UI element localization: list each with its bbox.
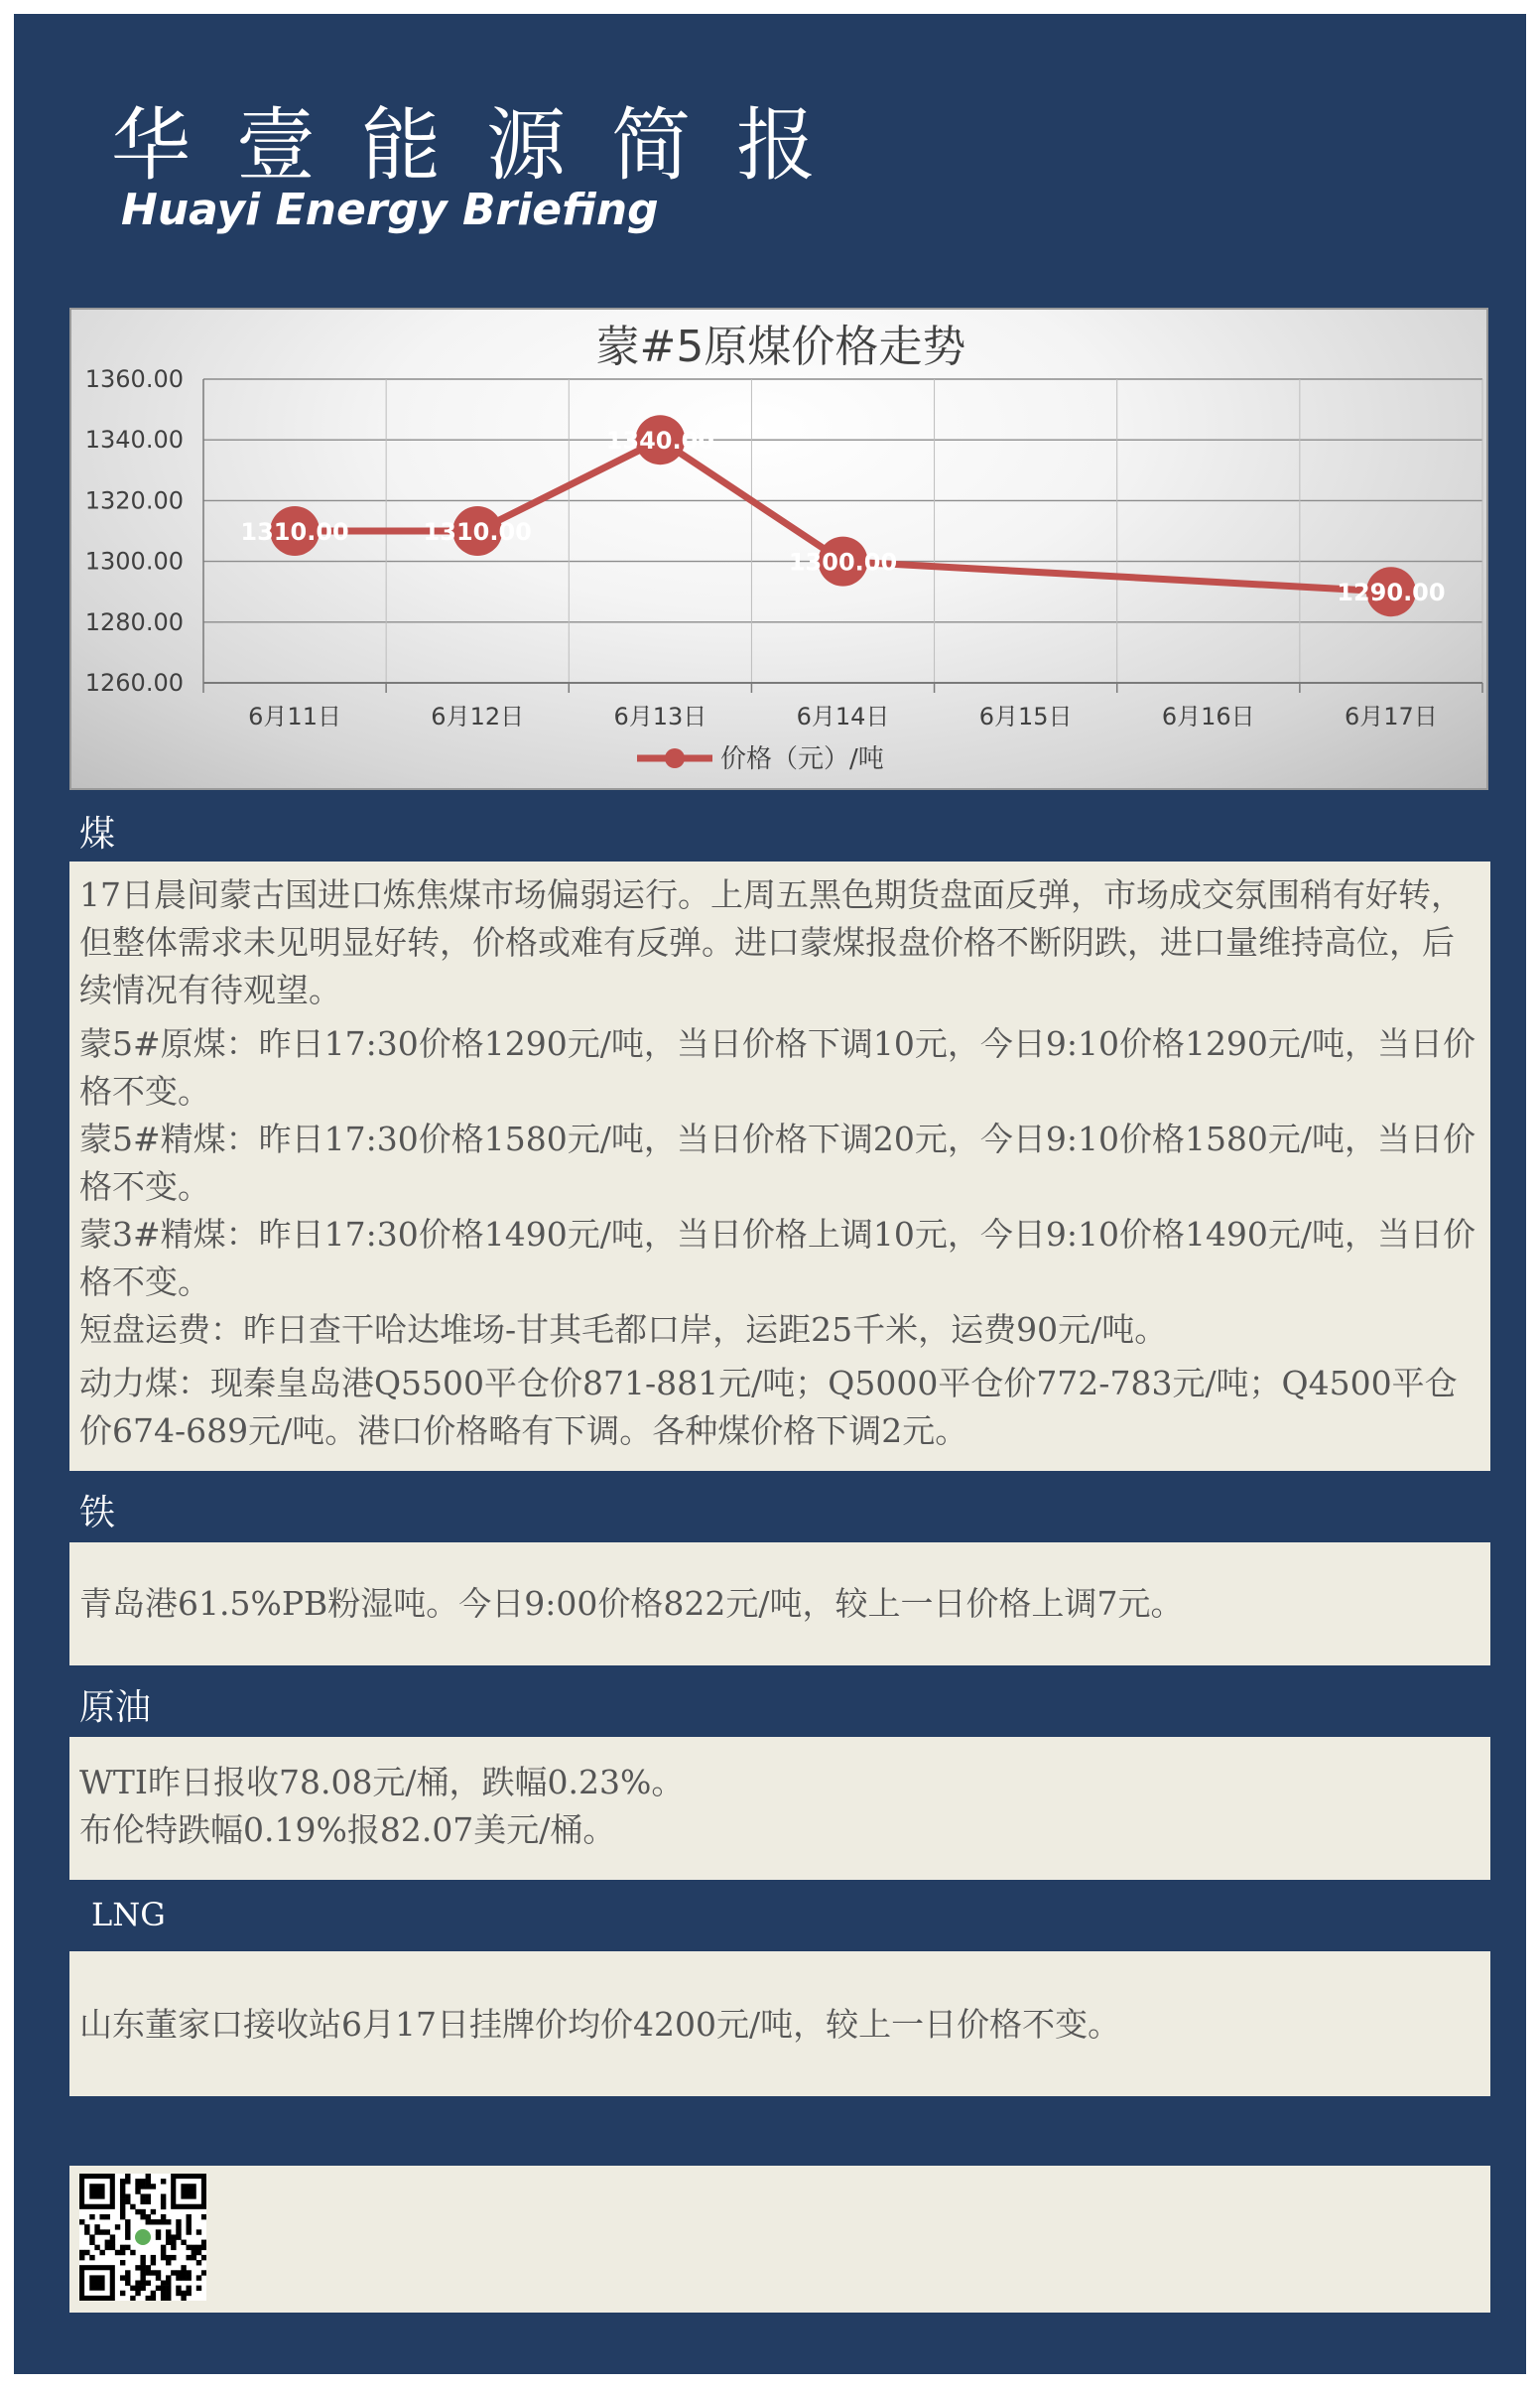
- coal-panel: [69, 862, 1490, 1471]
- qr-code[interactable]: [79, 2174, 206, 2301]
- section-label-iron: 铁: [79, 1493, 116, 1533]
- lng-panel: [69, 1951, 1490, 2096]
- page-subtitle: Huayi Energy Briefing: [121, 185, 659, 235]
- x-tick-label: 6月15日: [978, 703, 1073, 730]
- section-label-lng: LNG: [91, 1896, 166, 1933]
- y-tick-label: 1360.00: [84, 365, 184, 393]
- oil-line: WTI昨日报收78.08元/桶，跌幅0.23%。: [79, 1763, 685, 1801]
- x-tick-label: 6月11日: [248, 703, 341, 730]
- chart-title: 蒙#5原煤价格走势: [595, 322, 966, 372]
- data-label: 1310.00: [423, 518, 532, 546]
- coal-paragraph: 短盘运费：昨日查干哈达堆场-甘其毛都口岸，运距25千米，运费90元/吨。: [79, 1310, 1168, 1349]
- y-tick-label: 1300.00: [84, 547, 184, 576]
- x-tick-label: 6月17日: [1345, 703, 1438, 730]
- oil-line: 布伦特跌幅0.19%报82.07美元/桶。: [79, 1810, 616, 1849]
- y-tick-label: 1320.00: [84, 486, 184, 515]
- price-chart: [69, 308, 1488, 790]
- coal-paragraph: 动力煤：现秦皇岛港Q5500平仓价871-881元/吨；Q5000平仓价772-783元/吨；Q4500平仓价674-689元/吨。港口价格略有下调。各种煤价格下调2元。: [79, 1364, 1458, 1450]
- section-label-oil: 原油: [79, 1687, 152, 1728]
- data-label: 1290.00: [1337, 579, 1446, 607]
- y-tick-label: 1260.00: [84, 669, 184, 697]
- price-chart-svg: [71, 310, 1490, 792]
- footer-panel: [69, 2166, 1490, 2313]
- x-tick-label: 6月12日: [431, 703, 525, 730]
- data-label: 1300.00: [788, 548, 898, 577]
- x-tick-label: 6月16日: [1161, 703, 1255, 730]
- section-label-coal: 煤: [79, 814, 116, 855]
- oil-panel: [69, 1737, 1490, 1880]
- legend-marker: [665, 748, 685, 768]
- data-label: 1340.00: [605, 427, 715, 456]
- coal-paragraph: 蒙5#原煤：昨日17:30价格1290元/吨，当日价格下调10元，今日9:10价格1290元/吨，当日价格不变。: [79, 1024, 1476, 1111]
- coal-paragraph: 蒙3#精煤：昨日17:30价格1490元/吨，当日价格上调10元，今日9:10价格1490元/吨，当日价格不变。: [79, 1215, 1476, 1301]
- coal-paragraph: 17日晨间蒙古国进口炼焦煤市场偏弱运行。上周五黑色期货盘面反弹，市场成交氛围稍有好转，但整体需求未见明显好转，价格或难有反弹。进口蒙煤报盘价格不断阴跌，进口量维持高位，后续情况有待观望。: [79, 875, 1464, 1009]
- data-label: 1310.00: [240, 518, 349, 546]
- iron-text: 青岛港61.5%PB粉湿吨。今日9:00价格822元/吨，较上一日价格上调7元。: [79, 1584, 1184, 1623]
- y-tick-label: 1340.00: [84, 426, 184, 455]
- x-tick-label: 6月13日: [613, 703, 707, 730]
- x-tick-label: 6月14日: [796, 703, 890, 730]
- coal-paragraph: 蒙5#精煤：昨日17:30价格1580元/吨，当日价格下调20元，今日9:10价格1580元/吨，当日价格不变。: [79, 1120, 1476, 1206]
- y-tick-label: 1280.00: [84, 607, 184, 636]
- page-title: 华壹能源简报: [111, 99, 861, 192]
- iron-panel: [69, 1542, 1490, 1665]
- legend-label: 价格（元）/吨: [720, 744, 884, 774]
- lng-text: 山东董家口接收站6月17日挂牌价均价4200元/吨，较上一日价格不变。: [79, 2005, 1121, 2044]
